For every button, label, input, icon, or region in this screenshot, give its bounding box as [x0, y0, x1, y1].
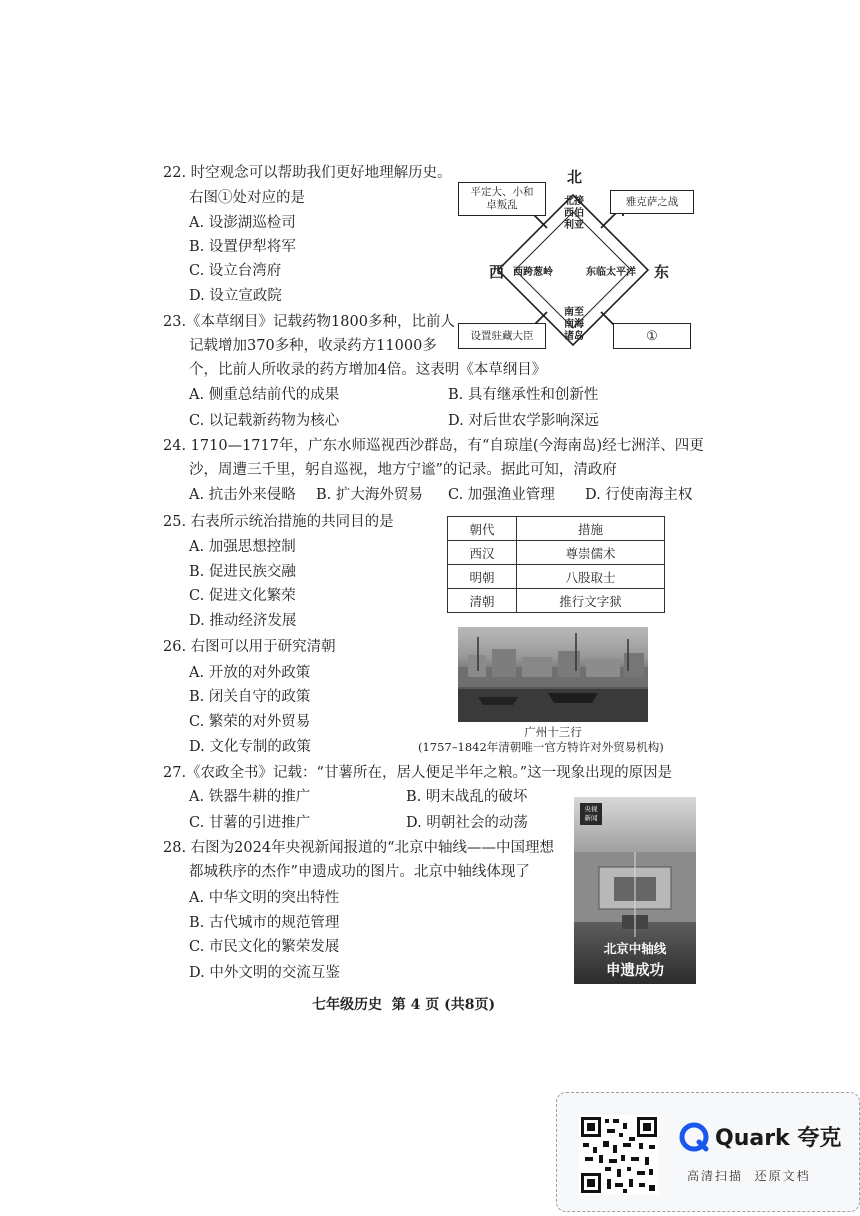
center-top-label: 北接 西伯 利亚 — [564, 196, 584, 231]
q23-stem-line3: 个，比前人所收录的药方增加4倍。这表明《本草纲目》 — [189, 362, 547, 378]
q28-option-d: D. 中外文明的交流互鉴 — [189, 965, 340, 981]
q25-option-c: C. 促进文化繁荣 — [189, 588, 296, 604]
quark-logo — [679, 1121, 841, 1152]
q24-stem-line1: 24. 1710—1717年，广东水师巡视西沙群岛，有“自琼崖(今海南岛)经七洲洋、四更 — [163, 438, 704, 454]
q23-stem-line2: 记载增加370多种，收录药方11000多 — [189, 338, 437, 354]
table-row — [448, 565, 665, 589]
direction-east: 东 — [654, 263, 670, 281]
q22-stem-line2: 右图①处对应的是 — [189, 190, 305, 206]
q26-option-d: D. 文化专制的政策 — [189, 739, 311, 755]
cctv-news-badge: 央视 新闻 — [580, 803, 602, 825]
q23-stem-line1: 23.《本草纲目》记载药物1800多种，比前人 — [163, 314, 455, 330]
q25-option-b: B. 促进民族交融 — [189, 564, 296, 580]
q26-option-a: A. 开放的对外政策 — [189, 665, 311, 681]
q27-option-d: D. 明朝社会的动荡 — [406, 815, 528, 831]
painting-shapes — [458, 627, 648, 722]
qr-code-icon — [579, 1115, 659, 1195]
center-bottom-label: 南至 南海 诸岛 — [564, 307, 584, 342]
q28-option-b: B. 古代城市的规范管理 — [189, 915, 340, 931]
table-cell: 清朝 — [448, 589, 517, 613]
table-cell: 西汉 — [448, 541, 517, 565]
q25-stem: 25. 右表所示统治措施的共同目的是 — [163, 514, 394, 530]
q22-option-b: B. 设置伊犁将军 — [189, 239, 296, 255]
q25-option-d: D. 推动经济发展 — [189, 613, 297, 629]
table-header-cell: 措施 — [517, 517, 665, 541]
q26-option-c: C. 繁荣的对外贸易 — [189, 714, 311, 730]
photo-title-line2: 申遗成功 — [606, 963, 664, 979]
painting-caption: 广州十三行 — [524, 725, 582, 739]
q25-option-a: A. 加强思想控制 — [189, 539, 296, 555]
q22-stem-line1: 22. 时空观念可以帮助我们更好地理解历史。 — [163, 165, 452, 181]
table-header-cell: 朝代 — [448, 517, 517, 541]
q22-option-c: C. 设立台湾府 — [189, 263, 282, 279]
q28-stem-line1: 28. 右图为2024年央视新闻报道的“北京中轴线——中国理想 — [163, 840, 554, 856]
q27-option-c: C. 甘薯的引进推广 — [189, 815, 311, 831]
q28-option-a: A. 中华文明的突出特性 — [189, 890, 340, 906]
q24-option-b: B. 扩大海外贸易 — [316, 487, 423, 503]
q26-stem: 26. 右图可以用于研究清朝 — [163, 639, 336, 655]
box-northeast: 雅克萨之战 — [610, 190, 694, 214]
q27-option-a: A. 铁器牛耕的推广 — [189, 789, 311, 805]
q24-option-d: D. 行使南海主权 — [585, 487, 693, 503]
box-southeast-blank: ① — [613, 323, 691, 349]
q23-option-d: D. 对后世农学影响深远 — [448, 413, 599, 429]
center-right-label: 东临太平洋 — [586, 267, 636, 278]
q26-option-b: B. 闭关自守的政策 — [189, 689, 311, 705]
table-header-row — [448, 517, 665, 541]
beijing-axis-photo — [574, 797, 696, 984]
direction-west: 西 — [489, 263, 505, 281]
quark-logo-icon — [679, 1122, 709, 1152]
table-cell: 尊崇儒术 — [517, 541, 665, 565]
center-left-label: 西跨葱岭 — [513, 267, 553, 278]
table-cell: 推行文字狱 — [517, 589, 665, 613]
box-northwest: 平定大、小和 卓叛乱 — [458, 182, 546, 216]
q28-stem-line2: 都城秩序的杰作”申遗成功的图片。北京中轴线体现了 — [189, 864, 530, 880]
q23-option-b: B. 具有继承性和创新性 — [448, 387, 599, 403]
q24-option-c: C. 加强渔业管理 — [448, 487, 555, 503]
measures-table — [447, 516, 665, 613]
quark-watermark — [556, 1092, 860, 1212]
q22-option-a: A. 设澎湖巡检司 — [189, 215, 296, 231]
q28-option-c: C. 市民文化的繁荣发展 — [189, 939, 340, 955]
table-cell: 明朝 — [448, 565, 517, 589]
q27-option-b: B. 明末战乱的破坏 — [406, 789, 528, 805]
table-row — [448, 541, 665, 565]
table-cell: 八股取士 — [517, 565, 665, 589]
box-southwest: 设置驻藏大臣 — [458, 323, 546, 349]
quark-brand-text: Quark 夸克 — [715, 1126, 842, 1151]
q23-option-c: C. 以记载新药物为核心 — [189, 413, 340, 429]
page-footer: 七年级历史 第 4 页 (共8页) — [312, 997, 496, 1013]
thirteen-hongs-painting — [458, 627, 648, 722]
direction-north: 北 — [567, 168, 583, 186]
painting-caption-note: (1757–1842年清朝唯一官方特许对外贸易机构) — [418, 740, 664, 754]
table-row — [448, 589, 665, 613]
q24-stem-line2: 沙，周遭三千里，躬自巡视，地方宁谧”的记录。据此可知，清政府 — [189, 462, 617, 478]
q27-stem: 27.《农政全书》记载：“甘薯所在，居人便足半年之粮。”这一现象出现的原因是 — [163, 765, 673, 781]
q23-option-a: A. 侧重总结前代的成果 — [189, 387, 340, 403]
q22-option-d: D. 设立宣政院 — [189, 288, 282, 304]
q24-option-a: A. 抗击外来侵略 — [189, 487, 296, 503]
quark-tagline: 高清扫描 还原文档 — [687, 1169, 811, 1183]
territory-diagram — [455, 160, 695, 355]
photo-title-line1: 北京中轴线 — [603, 941, 667, 956]
